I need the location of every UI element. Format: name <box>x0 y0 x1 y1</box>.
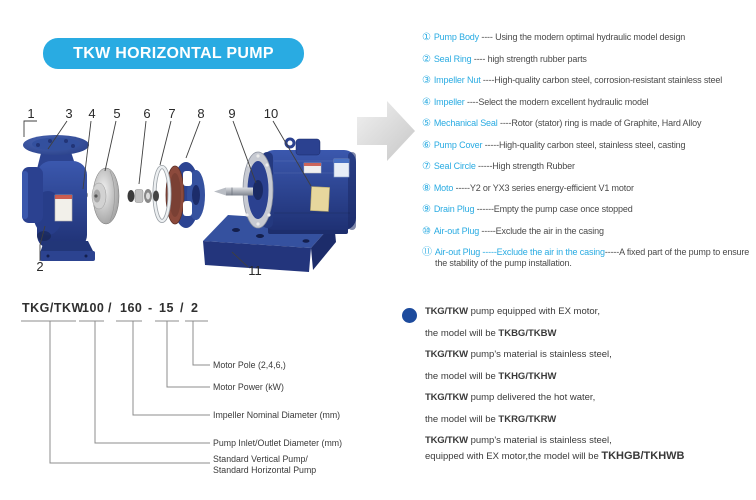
model-separator: / <box>180 301 184 315</box>
label-inlet-outlet: Pump Inlet/Outlet Diameter (mm) <box>213 438 343 448</box>
callout-6: 6 <box>143 106 151 121</box>
part-name: Impeller Nut <box>433 75 481 85</box>
callout-2: 2 <box>36 259 44 274</box>
model-separator: / <box>108 301 112 315</box>
note-line-8: equipped with EX motor,the model will be TKHGB/TKHWB <box>425 450 685 462</box>
part-name: Mechanical Seal <box>433 118 498 128</box>
part-item-11 <box>422 247 756 269</box>
part-number: ③ <box>422 75 431 86</box>
pump-cover-illustration <box>166 162 205 228</box>
part-name: Air-out Plug <box>433 225 480 236</box>
note-line-6: the model will be TKRG/TKRW <box>425 413 557 425</box>
part-name: Moto <box>433 182 454 193</box>
callout-5: 5 <box>113 106 121 121</box>
part-name: Drain Plug <box>433 204 475 214</box>
part-name: Seal Circle <box>433 161 476 171</box>
part-number: ⑨ <box>422 204 431 215</box>
part-desc: ----Rotor (stator) ring is made of Graphite, Hard Alloy <box>497 118 702 128</box>
callout-8: 8 <box>197 106 205 121</box>
note-line-4: the model will be TKHG/TKHW <box>425 370 557 382</box>
callout-4: 4 <box>88 106 96 121</box>
part-desc: ---- Using the modern optimal hydraulic model design <box>479 32 686 42</box>
label-impeller-dia: Impeller Nominal Diameter (mm) <box>213 410 341 420</box>
part-number: ⑩ <box>422 225 431 237</box>
part-number: ⑥ <box>422 139 431 151</box>
model-segment-inlet: 100 <box>82 301 105 315</box>
part-item-1 <box>422 32 754 43</box>
part-item-3 <box>422 75 754 86</box>
part-name: Air-out Plug -----Exclude the air in the casing <box>434 247 605 257</box>
part-number: ⑤ <box>422 118 431 129</box>
note-line-1: TKG/TKW pump equipped with EX motor, <box>425 306 600 317</box>
title-banner <box>43 38 304 69</box>
callout-7: 7 <box>168 106 176 121</box>
callout-3: 3 <box>65 106 73 121</box>
part-item-9 <box>422 204 754 215</box>
model-separator: - <box>148 301 153 315</box>
part-name: Pump Body <box>433 32 480 42</box>
model-segment-power: 15 <box>159 301 174 315</box>
part-number: ⑪ <box>422 247 432 258</box>
part-desc: -----High strength Rubber <box>475 161 575 171</box>
part-desc: ------Empty the pump case once stopped <box>474 204 633 214</box>
callout-9: 9 <box>228 106 236 121</box>
note-line-5: TKG/TKW pump delivered the hot water, <box>425 392 596 403</box>
part-desc: -----A fixed part of the pump to ensure the stability of the pump installation. <box>435 247 750 268</box>
right-arrow-icon <box>357 101 415 161</box>
part-name: Pump Cover <box>433 139 483 150</box>
label-motor-pole: Motor Pole (2,4,6,) <box>213 360 286 370</box>
page-title: TKW HORIZONTAL PUMP <box>73 44 274 62</box>
part-name: Seal Ring <box>433 53 472 64</box>
note-line-3: TKG/TKW pump's material is stainless steel, <box>425 349 612 360</box>
part-item-2 <box>422 54 754 65</box>
part-desc: -----Exclude the air in the casing <box>479 225 604 236</box>
part-number: ④ <box>422 96 431 108</box>
part-desc: ---- high strength rubber parts <box>471 53 587 64</box>
label-motor-power: Motor Power (kW) <box>213 382 284 392</box>
callout-11: 11 <box>248 263 262 278</box>
breakdown-lines <box>21 321 210 463</box>
part-desc: -----High-quality carbon steel, stainless steel, casting <box>482 139 686 150</box>
part-item-4 <box>422 97 754 108</box>
part-number: ① <box>422 32 431 43</box>
label-standard-vertical: Standard Vertical Pump/ <box>213 454 308 464</box>
model-segment-series: TKG/TKW <box>22 301 84 315</box>
model-segment-impeller: 160 <box>120 301 143 315</box>
part-name: Impeller <box>433 96 465 107</box>
pump-exploded-diagram <box>10 95 430 290</box>
part-item-5 <box>422 118 754 129</box>
note-line-7: TKG/TKW pump's material is stainless steel, <box>425 435 612 446</box>
part-desc: ----Select the modern excellent hydraulic model <box>464 96 649 107</box>
part-item-10 <box>422 226 754 237</box>
callout-10: 10 <box>263 106 279 121</box>
pump-casing-illustration <box>22 135 95 261</box>
label-standard-horizontal: Standard Horizontal Pump <box>213 465 317 475</box>
part-item-6 <box>422 140 754 151</box>
part-desc: -----Y2 or YX3 series energy-efficient V1 motor <box>453 182 634 193</box>
part-number: ⑦ <box>422 161 431 172</box>
callout-1: 1 <box>27 106 35 121</box>
note-line-2: the model will be TKBG/TKBW <box>425 327 557 339</box>
impeller-illustration <box>92 168 119 224</box>
part-item-8 <box>422 183 754 194</box>
note-bullet-icon <box>402 308 417 323</box>
part-item-7 <box>422 161 754 172</box>
model-segment-pole: 2 <box>191 301 199 315</box>
part-number: ② <box>422 53 431 65</box>
parts-list <box>422 32 754 280</box>
model-notes <box>425 306 755 473</box>
part-desc: ----High-quality carbon steel, corrosion-resistant stainless steel <box>480 75 723 85</box>
part-number: ⑧ <box>422 182 431 194</box>
model-code-breakdown <box>20 295 368 495</box>
